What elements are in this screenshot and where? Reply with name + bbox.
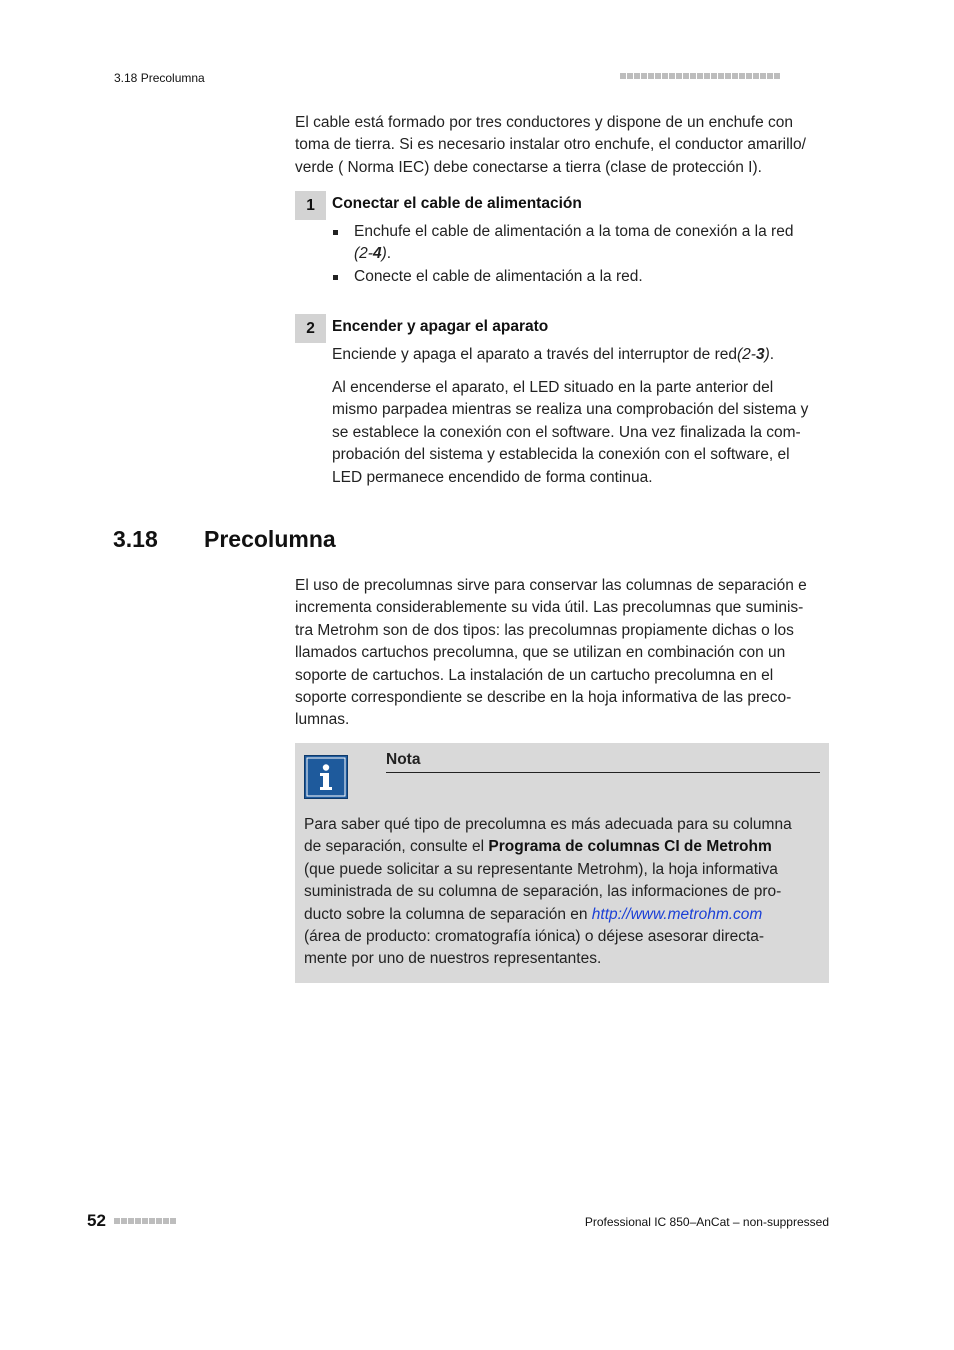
text-line: LED permanece encendido de forma continua. bbox=[332, 468, 653, 486]
text-line: incrementa considerablemente su vida útil. Las precolumnas que suminis- bbox=[295, 599, 804, 617]
section-number: 3.18 bbox=[113, 526, 158, 552]
footer-decor-squares bbox=[114, 1218, 176, 1224]
step-title-2: Encender y apagar el aparato bbox=[332, 318, 549, 335]
decor-square bbox=[662, 73, 668, 79]
text-line: toma de tierra. Si es necesario instalar otro enchufe, el conductor amarillo/ bbox=[295, 136, 806, 154]
bullet-square-icon bbox=[333, 275, 338, 280]
decor-square bbox=[753, 73, 759, 79]
text-line: probación del sistema y establecida la conexión con el software, el bbox=[332, 446, 790, 464]
decor-square bbox=[634, 73, 640, 79]
decor-square bbox=[170, 1218, 176, 1224]
decor-square bbox=[725, 73, 731, 79]
decor-square bbox=[114, 1218, 120, 1224]
decor-square bbox=[767, 73, 773, 79]
decor-square bbox=[121, 1218, 127, 1224]
decor-square bbox=[676, 73, 682, 79]
decor-square bbox=[149, 1218, 155, 1224]
text-line: suministrada de su columna de separación, las informaciones de pro- bbox=[304, 883, 782, 901]
decor-square bbox=[648, 73, 654, 79]
decor-square bbox=[697, 73, 703, 79]
decor-square bbox=[156, 1218, 162, 1224]
bullet-square-icon bbox=[333, 230, 338, 235]
decor-square bbox=[760, 73, 766, 79]
decor-square bbox=[128, 1218, 134, 1224]
step-1-bullets bbox=[332, 221, 832, 288]
decor-square bbox=[620, 73, 626, 79]
decor-square bbox=[655, 73, 661, 79]
text-line: (que puede solicitar a su representante Metrohm), la hoja informativa bbox=[304, 860, 778, 878]
decor-square bbox=[690, 73, 696, 79]
info-icon bbox=[304, 755, 348, 799]
text-line: Al encenderse el aparato, el LED situado en la parte anterior del bbox=[332, 379, 774, 396]
decor-square bbox=[718, 73, 724, 79]
decor-square bbox=[163, 1218, 169, 1224]
text-line: El uso de precolumnas sirve para conservar las columnas de separación e bbox=[295, 577, 807, 594]
decor-square bbox=[627, 73, 633, 79]
decor-square bbox=[732, 73, 738, 79]
text-line: llamados cartuchos precolumna, que se utilizan en combinación con un bbox=[295, 644, 786, 662]
metrohm-link[interactable]: http://www.metrohm.com bbox=[591, 905, 763, 923]
text-line: verde ( Norma IEC) debe conectarse a tierra (clase de protección I). bbox=[295, 158, 762, 176]
text-line: El cable está formado por tres conductores y dispone de un enchufe con bbox=[295, 114, 794, 131]
step-title-1: Conectar el cable de alimentación bbox=[332, 195, 582, 212]
text-line: Para saber qué tipo de precolumna es más adecuada para su columna bbox=[304, 816, 792, 833]
decor-square bbox=[746, 73, 752, 79]
step-2-paragraph bbox=[332, 377, 832, 489]
decor-square bbox=[739, 73, 745, 79]
decor-square bbox=[704, 73, 710, 79]
decor-square bbox=[711, 73, 717, 79]
note-text bbox=[304, 814, 824, 971]
decor-square bbox=[683, 73, 689, 79]
text-line: de separación, consulte el Programa de columnas CI de Metrohm bbox=[304, 838, 772, 856]
footer-product-name: Professional IC 850–AnCat – non-suppressed bbox=[584, 1215, 829, 1229]
section-title: Precolumna bbox=[204, 526, 336, 552]
list-item: Conecte el cable de alimentación a la red. bbox=[332, 266, 832, 288]
page-number: 52 bbox=[87, 1211, 106, 1230]
text-line: mismo parpadea mientras se realiza una comprobación del sistema y bbox=[332, 401, 809, 419]
step-number-2: 2 bbox=[295, 314, 326, 343]
decor-square bbox=[669, 73, 675, 79]
text-line: mente por uno de nuestros representantes. bbox=[304, 950, 602, 968]
text-line: tra Metrohm son de dos tipos: las precolumnas propiamente dichas o los bbox=[295, 621, 794, 639]
text-line: (área de producto: cromatografía iónica) o déjese asesorar directa- bbox=[304, 928, 765, 946]
decor-square bbox=[774, 73, 780, 79]
info-glyph-icon bbox=[305, 756, 347, 798]
text-line: ducto sobre la columna de separación en http://www.metrohm.com bbox=[304, 905, 763, 923]
decor-square bbox=[142, 1218, 148, 1224]
note-box bbox=[295, 743, 829, 983]
step-2-instruction: Enciende y apaga el aparato a través del interruptor de red(2-3). bbox=[332, 346, 775, 363]
text-line: soporte correspondiente se describe en la hoja informativa de las preco- bbox=[295, 689, 792, 707]
step-number-1: 1 bbox=[295, 191, 326, 220]
running-header-section: 3.18 Precolumna bbox=[114, 71, 205, 85]
text-line: se establece la conexión con el software. Una vez finalizada la com- bbox=[332, 423, 801, 441]
intro-paragraph bbox=[295, 112, 831, 179]
note-title: Nota bbox=[386, 751, 820, 773]
decor-square bbox=[135, 1218, 141, 1224]
text-line: lumnas. bbox=[295, 711, 350, 729]
list-item: Enchufe el cable de alimentación a la toma de conexión a la red (2-4). bbox=[332, 221, 832, 266]
decor-square bbox=[641, 73, 647, 79]
header-decor-squares bbox=[620, 73, 829, 79]
text-line: soporte de cartuchos. La instalación de un cartucho precolumna en el bbox=[295, 666, 774, 684]
section-paragraph bbox=[295, 575, 831, 732]
